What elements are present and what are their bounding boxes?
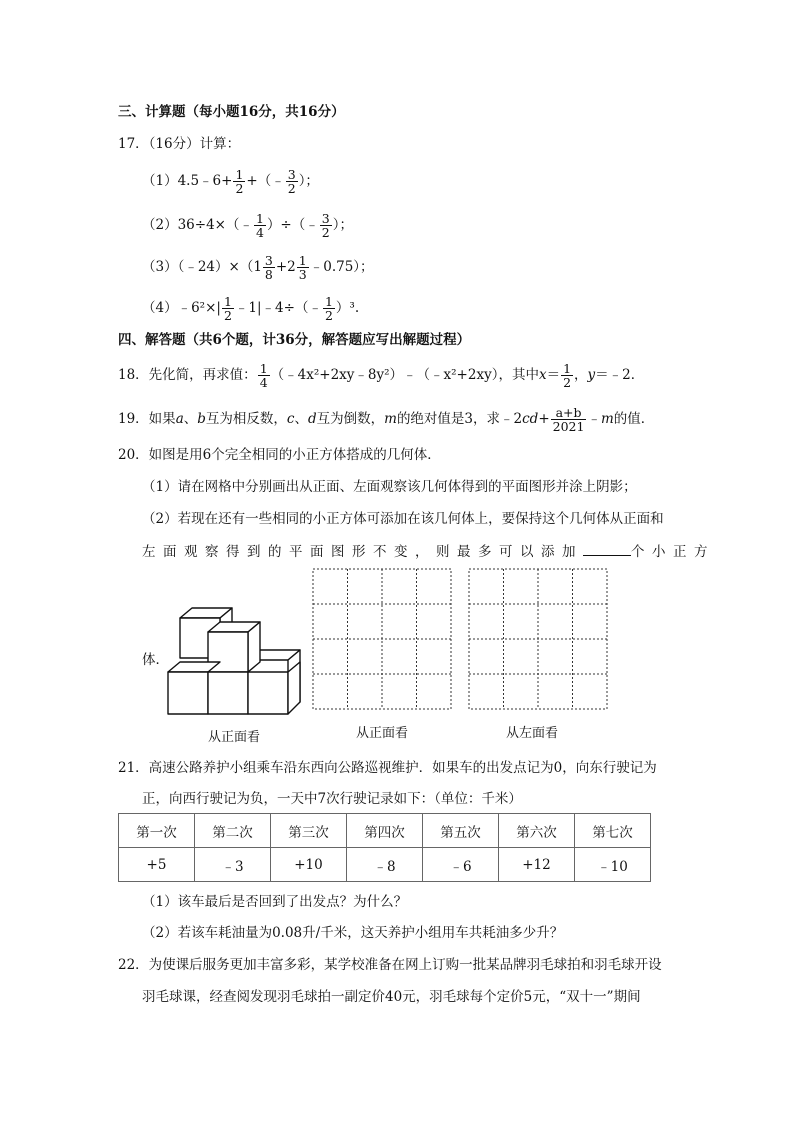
q17-p4-a: （4）﹣6²×| [142, 300, 221, 316]
q17-p2-b: ）÷（﹣ [266, 217, 319, 233]
q19-mid1: 互为相反数， [205, 411, 287, 427]
q22-line1: 22．为使课后服务更加丰富多彩，某学校准备在网上订购一批某品牌羽毛球拍和羽毛球开设 [118, 957, 662, 973]
q17-p3-b: +2 [275, 259, 296, 275]
var-b: b [197, 411, 206, 427]
q19-a: 19．如果 [118, 411, 176, 427]
table-cell: +12 [499, 848, 575, 882]
q20-part2-line2 [142, 541, 715, 562]
table-header-row [119, 814, 651, 848]
q18-b: （﹣4x²+2xy﹣8y²）﹣（﹣x²+2xy），其中 [270, 367, 539, 383]
q18-d: ＝﹣2． [595, 367, 645, 383]
table-header: 第三次 [271, 814, 347, 848]
table-header: 第二次 [195, 814, 271, 848]
q19-sep: 、 [183, 411, 198, 427]
fraction: $\frac{1}{3}$ [298, 253, 307, 282]
table-cell: +10 [271, 848, 347, 882]
fraction: $\frac{3}{2}$ [287, 167, 296, 196]
var-cd: cd [522, 411, 539, 427]
q20-part2-line3: 体． [142, 652, 169, 668]
q19-end: 的值． [613, 411, 655, 427]
var-m: m [600, 411, 614, 427]
fraction: $\frac{1}{4}$ [259, 361, 268, 390]
q17-p1-a: （1）4.5﹣6+ [142, 173, 233, 189]
q17-part1 [142, 168, 319, 195]
q21-stem-line2: 正，向西行驶记为负，一天中7次行驶记录如下：（单位：千米） [142, 791, 522, 807]
fraction: $\frac{3}{2}$ [321, 211, 330, 240]
q19-sep: 、 [294, 411, 308, 427]
q17-p3-a: （3）（﹣24）×（1 [142, 259, 262, 275]
q17-part2 [142, 212, 353, 239]
q20-stem: 20．如图是用6个完全相同的小正方体搭成的几何体． [118, 447, 441, 463]
q17-p1-c: ）； [298, 173, 319, 189]
var-c: c [286, 411, 295, 427]
table-row [119, 848, 651, 882]
q19 [118, 406, 654, 433]
grid-left-view[interactable] [468, 568, 610, 712]
table-cell: +5 [119, 848, 195, 882]
q17-p3-c: ﹣0.75）； [309, 259, 374, 275]
table-header: 第六次 [499, 814, 575, 848]
q19-plus: + [538, 411, 550, 427]
var-m: m [384, 411, 397, 427]
cube-face [168, 672, 208, 714]
caption-grid-left: 从左面看 [506, 726, 559, 741]
table-header: 第五次 [423, 814, 499, 848]
q20-part1: （1）请在网格中分别画出从正面、左面观察该几何体得到的平面图形并涂上阴影； [142, 479, 637, 495]
q17-part3 [142, 254, 374, 281]
q21-stem-line1: 21．高速公路养护小组乘车沿东西向公路巡视维护．如果车的出发点记为0，向东行驶记为 [118, 760, 657, 776]
cube-face [288, 662, 300, 714]
section-3-title: 三、计算题（每小题16分，共16分） [118, 104, 345, 120]
q18 [118, 362, 644, 389]
fraction: $\frac{a+b}{2021}$ [552, 405, 585, 434]
q17-p4-b: ﹣1|﹣4÷（﹣ [234, 300, 322, 316]
record-table [118, 813, 651, 882]
q19-minus: ﹣ [587, 411, 601, 427]
q20-p2c: 个小正方 [631, 544, 715, 560]
caption-grid-front: 从正面看 [356, 726, 409, 741]
q19-mid3: 的绝对值是3，求﹣2 [396, 411, 523, 427]
fraction: $\frac{3}{8}$ [264, 253, 273, 282]
q21-part1: （1）该车最后是否回到了出发点？为什么？ [142, 894, 408, 910]
cube-face [248, 672, 288, 714]
var-a: a [175, 411, 184, 427]
var-x: x [538, 367, 547, 383]
var-y: y [587, 367, 596, 383]
fraction: $\frac{1}{2}$ [324, 294, 333, 323]
q17-p1-b: +（﹣ [246, 173, 285, 189]
table-header: 第四次 [347, 814, 423, 848]
table-cell: ﹣6 [423, 848, 499, 882]
q17-stem: 17．（16分）计算： [118, 136, 241, 152]
var-d: d [307, 411, 317, 427]
q18-eq: ＝ [546, 367, 561, 383]
q20-p2b: 左面观察得到的平面图形不变，则最多可以添加 [142, 544, 583, 560]
q19-mid2: 互为倒数， [316, 411, 385, 427]
caption-cube: 从正面看 [208, 730, 261, 745]
fraction: $\frac{1}{2}$ [223, 294, 232, 323]
q17-p2-a: （2）36÷4×（﹣ [142, 217, 253, 233]
q17-p4-c: ）³. [335, 300, 360, 316]
q17-p2-c: ）； [332, 217, 353, 233]
q18-c: ， [574, 367, 588, 383]
fraction: $\frac{1}{2}$ [563, 361, 572, 390]
q20-part2-line1: （2）若现在还有一些相同的小正方体可添加在该几何体上，要保持这个几何体从正面和 [142, 511, 664, 527]
table-cell: ﹣3 [195, 848, 271, 882]
table-cell: ﹣10 [575, 848, 651, 882]
q18-a: 18．先化简，再求值： [118, 367, 257, 383]
cube-face [208, 672, 248, 714]
table-header: 第一次 [119, 814, 195, 848]
table-cell: ﹣8 [347, 848, 423, 882]
q17-part4 [142, 295, 359, 322]
q21-part2: （2）若该车耗油量为0.08升/千米，这天养护小组用车共耗油多少升？ [142, 925, 564, 941]
section-4-title: 四、解答题（共6个题，计36分，解答题应写出解题过程） [118, 332, 471, 348]
q22-line2: 羽毛球课，经查阅发现羽毛球拍一副定价40元，羽毛球每个定价5元，“双十一”期间 [142, 989, 641, 1005]
grid-front-view[interactable] [312, 568, 454, 712]
fraction: $\frac{1}{2}$ [235, 167, 244, 196]
answer-blank[interactable] [583, 541, 631, 556]
fraction: $\frac{1}{4}$ [255, 211, 264, 240]
table-header: 第七次 [575, 814, 651, 848]
cube-figure [160, 602, 310, 718]
